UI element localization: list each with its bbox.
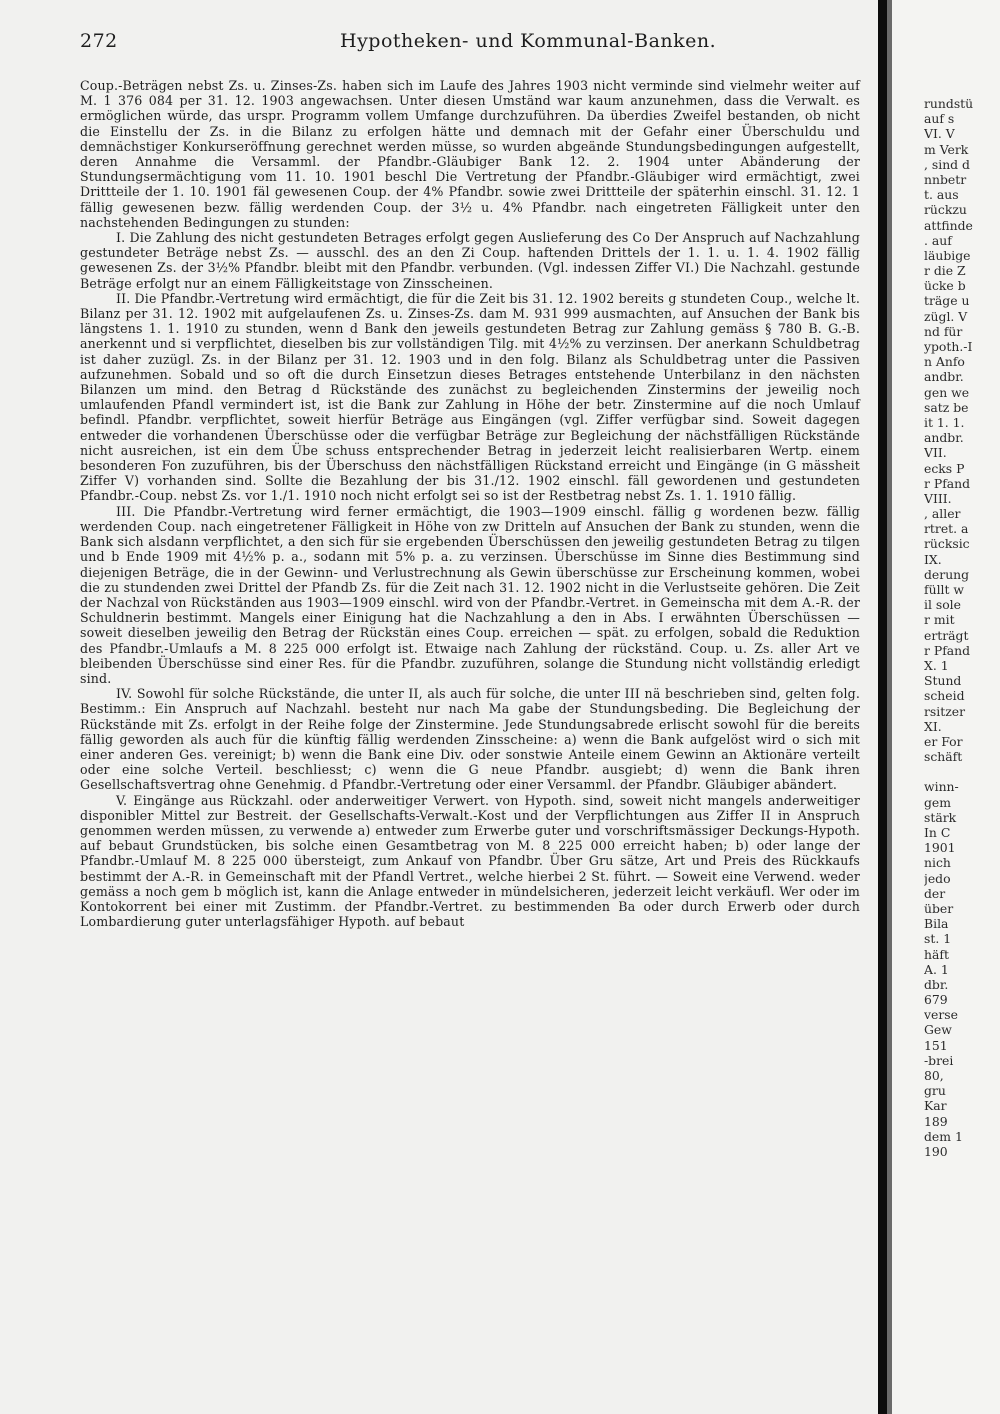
facing-page-line: VI. V — [924, 126, 955, 142]
facing-page-line: scheid — [924, 688, 965, 704]
facing-page-line — [924, 764, 1000, 779]
facing-page-line: satz be — [924, 399, 969, 415]
facing-page-line: Kar — [924, 1098, 947, 1114]
facing-page-line: . auf — [924, 232, 952, 248]
facing-page-line: läubige — [924, 247, 971, 263]
facing-page-line: attfinde — [924, 217, 973, 233]
facing-page-line: 189 — [924, 1113, 948, 1129]
facing-page-line: dbr. — [924, 976, 949, 992]
facing-page-line: r Pfand — [924, 642, 971, 658]
facing-page-line: zügl. V — [924, 308, 968, 324]
facing-page-line: it 1. 1. — [924, 414, 965, 430]
facing-page-line: erträgt — [924, 627, 969, 643]
paragraph-intro: Coup.-Beträgen nebst Zs. u. Zinses-Zs. haben sich im Laufe des Jahres 1903 nicht verminde sind vielmehr weiter auf M. 1 376 084 per 31. 12. 1903 angewachsen. Unter diesen Umständ war kaum anzunehmen, dass die Verwalt. es ermöglichen würde, das urspr. Programm vollem Umfange durchzuführen. Da überdies Zweifel bestanden, ob nicht die Einstellu der Zs. in die Bilanz zu erfolgen hätte und demnach mit der Gefahr einer Überschuldu und demnächstiger Konkurseröffnung gerechnet werden müsse, so wurden abgeände Stundungsbedingungen aufgestellt, deren Annahme die Versamml. der Pfandbr.-Gläubiger Bank 12. 2. 1904 unter Abänderung der Stundungsermächtigung vom 11. 10. 1901 beschl Die Vertretung der Pfandbr.-Gläubiger wird ermächtigt, zwei Drittteile der 1. 10. 1901 fäl gewesenen Coup. der 4% Pfandbr. sowie zwei Drittteile der späterhin einschl. 31. 12. 1 fällig gewesenen bezw. fällig werdenden Coup. der 3½ u. 4% Pfandbr. nach eingetreten Fälligkeit unter den nachstehenden Bedingungen zu stunden: — [80, 78, 860, 230]
page-header — [80, 30, 870, 62]
facing-page-line: rsitzer — [924, 703, 966, 719]
facing-page-line: n Anfo — [924, 354, 965, 370]
facing-page-line: gem — [924, 794, 952, 810]
facing-page-line: Gew — [924, 1022, 952, 1038]
facing-page-line: ücke b — [924, 278, 966, 294]
facing-page-fragment — [924, 96, 1000, 1376]
facing-page-line: nich — [924, 855, 951, 871]
facing-page-line: über — [924, 900, 954, 916]
facing-page-line: derung — [924, 566, 970, 582]
facing-page-line: rücksic — [924, 536, 970, 552]
paragraph-section-5: V. Eingänge aus Rückzahl. oder anderweitiger Verwert. von Hypoth. sind, soweit nicht mangels anderweitiger disponibler Mittel zur Bestreit. der Gesellschafts-Verwalt.-Kost und der Verpflichtungen aus Ziffer II in Anspruch genommen werden müssen, zu verwende a) entweder zum Erwerbe guter und vorschriftsmässiger Deckungs-Hypoth. auf bebaut Grundstücken, bis solche einen Gesamtbetrag von M. 8 225 000 erreicht haben; b) oder lange der Pfandbr.-Umlauf M. 8 225 000 übersteigt, zum Ankauf von Pfandbr. Über Gru sätze, Art und Preis des Rückkaufs bestimmt der A.-R. in Gemeinschaft mit der Pfandl Vertret., welche hierbei 2 St. führt. — Soweit eine Verwend. weder gemäss a noch gem b möglich ist, kann die Anlage entweder in mündelsicheren, jederzeit leicht verkäufl. Wer oder im Kontokorrent bei einer mit Zustimm. der Pfandbr.-Vertret. zu bestimmenden Ba oder durch Erwerb oder durch Lombardierung guter unterlagsfähiger Hypoth. auf bebaut — [80, 792, 860, 930]
facing-page-line: 190 — [924, 1143, 948, 1159]
body-text — [80, 78, 860, 929]
facing-page-line: der — [924, 885, 946, 901]
facing-page-line: winn- — [924, 779, 959, 795]
facing-page-line: X. 1 — [924, 657, 949, 673]
facing-page-line: XI. — [924, 718, 942, 734]
facing-page-line: , aller — [924, 506, 961, 522]
facing-page-line: nd für — [924, 323, 963, 339]
facing-page-line: t. aus — [924, 187, 959, 203]
facing-page-line: st. 1 — [924, 931, 952, 947]
facing-page-line: gen we — [924, 384, 970, 400]
facing-page-line: andbr. — [924, 430, 964, 446]
page-number: 272 — [80, 30, 118, 52]
facing-page-line: ecks P — [924, 460, 965, 476]
book-gutter-edge — [887, 0, 892, 1414]
facing-page-line: In C — [924, 825, 951, 840]
facing-page-line: il sole — [924, 597, 961, 613]
facing-page-line: häft — [924, 946, 949, 962]
facing-page-line: verse — [924, 1007, 958, 1023]
facing-page-line: gru — [924, 1083, 946, 1099]
facing-page-line: VIII. — [924, 490, 952, 506]
facing-page-line: Stund — [924, 673, 962, 689]
facing-page-line: 151 — [924, 1037, 948, 1053]
running-title: Hypotheken- und Kommunal-Banken. — [340, 30, 717, 52]
facing-page-line: r mit — [924, 612, 955, 628]
facing-page-line: dem 1 — [924, 1128, 963, 1144]
facing-page-line: r die Z — [924, 263, 966, 279]
facing-page-line: Bila — [924, 916, 949, 932]
facing-page-line: träge u — [924, 293, 970, 309]
facing-page-line: VII. — [924, 445, 947, 461]
facing-page-line: rundstü — [924, 96, 974, 111]
facing-page-line: rückzu — [924, 202, 967, 218]
facing-page-line: nnbetr — [924, 171, 967, 187]
facing-page-line: , sind d — [924, 156, 970, 172]
facing-page-line: jedo — [924, 870, 951, 886]
facing-page-line: m Verk — [924, 141, 969, 157]
book-gutter-shadow — [878, 0, 887, 1414]
facing-page-line: füllt w — [924, 582, 965, 597]
paragraph-section-3: III. Die Pfandbr.-Vertretung wird ferner ermächtigt, die 1903—1909 einschl. fällig g wordenen bezw. fällig werdenden Coup. nach eingetretener Fälligkeit in Höhe von zw Dritteln auf Ansuchen der Bank zu stunden, wenn die Bank sich alsdann verpflichtet, a den sich für sie ergebenden Überschüssen den jeweilig gestundeten Betrag zu tilgen und b Ende 1909 mit 4½% p. a., sodann mit 5% p. a. zu verzinsen. Überschüsse im Sinne dies Bestimmung sind diejenigen Beträge, die in der Gewinn- und Verlustrechnung als Gewin überschüsse zur Erscheinung kommen, wobei die zu stundenden zwei Drittel der Pfandb Zs. für die Zeit nach 31. 12. 1902 nicht in die Verlustseite gehören. Die Zeit der Nachzal von Rückständen aus 1903—1909 einschl. wird von der Pfandbr.-Vertret. in Gemeinscha mit dem A.-R. der Schuldnerin bestimmt. Mangels einer Einigung hat die Nachzahlung a den in Abs. I erwähnten Überschüssen — soweit dieselben jeweilig den Betrag der Rückstän eines Coup. erreichen — spät. zu erfolgen, sobald die Reduktion des Pfandbr.-Umlaufs a M. 8 225 000 erfolgt ist. Etwaige nach Zahlung der rückständ. Coup. u. Zs. aller Art ve bleibenden Überschüsse sind einer Res. für die Pfandbr. zuzuführen, solange die Stundung nicht vollständig erledigt sind. — [80, 503, 860, 686]
facing-page-line: 1901 — [924, 840, 956, 856]
facing-page-line: andbr. — [924, 369, 964, 385]
facing-page-line: auf s — [924, 111, 955, 127]
paragraph-section-2: II. Die Pfandbr.-Vertretung wird ermächtigt, die für die Zeit bis 31. 12. 1902 bereits g stundeten Coup., welche lt. Bilanz per 31. 12. 1902 mit aufgelaufenen Zs. u. Zinses-Zs. dam M. 931 999 ausmachten, auf Ansuchen der Bank bis längstens 1. 1. 1910 zu stunden, wenn d Bank den jeweils gestundeten Betrag zur Zahlung gemäss § 780 B. G.-B. anerkennt und si verpflichtet, dieselben bis zur vollständigen Tilg. mit 4½% zu verzinsen. Der anerkann Schuldbetrag ist daher zuzügl. Zs. in der Bilanz per 31. 12. 1903 und in den folg. Bilanz als Schuldbetrag unter die Passiven aufzunehmen. Sobald und so oft die durch Einsetzun dieses Betrages entstehende Unterbilanz in den nächsten Bilanzen um mind. den Betrag d Rückstände des zunächst zu begleichenden Zinstermins der jeweilig noch umlaufenden Pfandl vermindert ist, ist die Bank zur Zahlung in Höhe der betr. Zinstermine auf die noch Umlauf befindl. Pfandbr. verpflichtet, soweit hierfür Beträge aus Eingängen (vgl. Ziffer verfügbar sind. Soweit dagegen entweder die vorhandenen Überschüsse oder die verfügbar Beträge zur Begleichung der nächstfälligen Rückstände nicht ausreichen, ist ein dem Übe schuss entsprechender Betrag in jederzeit leicht realisierbaren Wertp. einem besonderen Fon zuzuführen, bis der Überschuss den nächstfälligen Rückstand erreicht und Eingänge (in G mässheit Ziffer V) vorhanden sind. Sollte die Bezahlung der bis 31./12. 1902 einschl. fäll gewordenen und gestundeten Pfandbr.-Coup. nebst Zs. vor 1./1. 1910 noch nicht erfolgt sei so ist der Restbetrag nebst Zs. 1. 1. 1910 fällig. — [80, 290, 861, 504]
facing-page-line: A. 1 — [924, 961, 949, 977]
facing-page-line: ypoth.-I — [924, 339, 973, 354]
facing-page-line: 679 — [924, 992, 948, 1008]
facing-page-line: r Pfand — [924, 475, 971, 491]
facing-page-line: -brei — [924, 1052, 954, 1068]
facing-page-line: stärk — [924, 809, 957, 825]
facing-page-line: schäft — [924, 749, 963, 765]
facing-page-line: er For — [924, 733, 963, 749]
paragraph-section-4: IV. Sowohl für solche Rückstände, die unter II, als auch für solche, die unter III nä beschrieben sind, gelten folg. Bestimm.: Ein Anspruch auf Nachzahl. besteht nur nach Ma gabe der Stundungsbeding. Die Begleichung der Rückstände mit Zs. erfolgt in der Reihe folge der Zinstermine. Jede Stundungsabrede erlischt sowohl für die bereits fällig geworden als auch für die künftig fällig werdenden Zinsscheine: a) wenn die Bank aufgelöst wird o sich mit einer anderen Ges. vereinigt; b) wenn die Bank eine Div. oder sonstwie Anteile einem Gewinn an Aktionäre verteilt oder eine solche Verteil. beschliesst; c) wenn die G neue Pfandbr. ausgiebt; d) wenn die Bank ihren Gesellschaftsvertrag ohne Genehmig. d Pfandbr.-Vertretung oder einer Versamml. der Pfandbr. Gläubiger abändert. — [80, 686, 860, 793]
facing-page-line: rtret. a — [924, 521, 969, 537]
facing-page-line: 80, — [924, 1068, 944, 1083]
facing-page-line: IX. — [924, 551, 942, 567]
paragraph-section-1: I. Die Zahlung des nicht gestundeten Betrages erfolgt gegen Auslieferung des Co Der Anspruch auf Nachzahlung gestundeter Beträge nebst Zs. — ausschl. des an den Zi Coup. haftenden Drittels der 1. 1. u. 1. 4. 1902 fällig gewesenen Zs. der 3½% Pfandbr. bleibt mit den Pfandbr. verbunden. (Vgl. indessen Ziffer VI.) Die Nachzahl. gestunde Beträge erfolgt nur an einem Fälligkeitstage von Zinsscheinen. — [80, 230, 860, 291]
